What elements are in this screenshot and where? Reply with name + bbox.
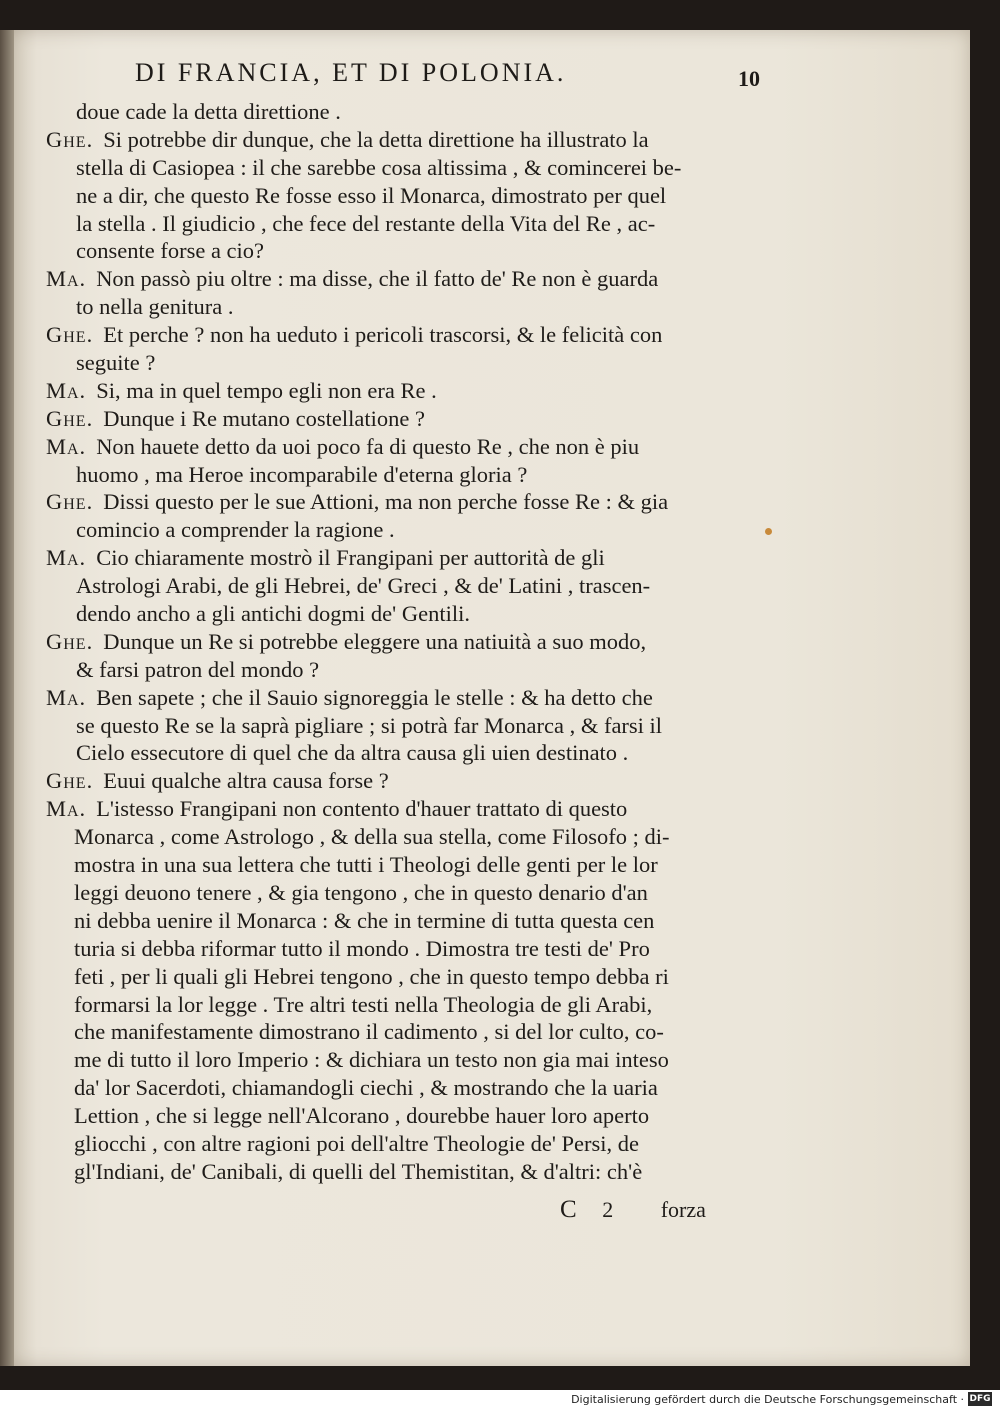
line-text: Dissi questo per le sue Attioni, ma non perche fosse Re : & gia <box>103 489 669 515</box>
text-line <box>46 572 766 600</box>
text-line <box>46 907 766 935</box>
text-line <box>46 154 766 182</box>
text-line <box>46 265 766 293</box>
line-text: da' lor Sacerdoti, chiamandogli ciechi , & mostrando che la uaria <box>74 1075 658 1101</box>
line-text: Si, ma in quel tempo egli non era Re . <box>96 377 437 403</box>
text-line <box>46 98 766 126</box>
text-line <box>46 433 766 461</box>
text-line <box>46 210 766 238</box>
page-number: 10 <box>738 66 760 91</box>
line-text: Astrologi Arabi, de gli Hebrei, de' Greci , & de' Latini , trascen- <box>76 573 651 599</box>
text-line <box>46 963 766 991</box>
speaker-label: Ghe. <box>46 768 94 794</box>
line-text: to nella genitura . <box>76 294 234 320</box>
line-text: turia si debba riformar tutto il mondo . Dimostra tre testi de' Pro <box>74 935 650 961</box>
dfg-logo: DFG <box>969 1394 991 1404</box>
dialogue-text-block <box>46 98 766 1186</box>
line-text: Ben sapete ; che il Sauio signoreggia le stelle : & ha detto che <box>96 684 653 710</box>
line-text: comincio a comprender la ragione . <box>76 517 395 543</box>
line-text: Cielo essecutore di quel che da altra causa gli uien destinato . <box>76 740 629 766</box>
ink-spot-mark <box>765 528 772 535</box>
text-line <box>46 516 766 544</box>
line-text: stella di Casiopea : il che sarebbe cosa altissima , & comincerei be- <box>76 154 682 180</box>
line-text: Dunque un Re si potrebbe eleggere una natiuità a suo modo, <box>103 628 647 654</box>
text-line <box>46 935 766 963</box>
text-line <box>46 488 766 516</box>
line-text: che manifestamente dimostrano il cadimento , si del lor culto, co- <box>74 1019 664 1045</box>
page-gutter-shadow <box>0 30 14 1366</box>
line-text: L'istesso Frangipani non contento d'hauer trattato di questo <box>96 796 628 822</box>
line-text: & farsi patron del mondo ? <box>76 656 320 682</box>
line-text: Dunque i Re mutano costellatione ? <box>103 405 425 431</box>
line-text: leggi deuono tenere , & gia tengono , che in questo denario d'an <box>74 879 648 905</box>
line-text: doue cade la detta direttione . <box>76 99 341 124</box>
text-line <box>46 767 766 795</box>
text-line <box>46 237 766 265</box>
speaker-label: Ma. <box>46 796 87 822</box>
text-line <box>46 1158 766 1186</box>
line-text: gliocchi , con altre ragioni poi dell'altre Theologie de' Persi, de <box>74 1130 640 1156</box>
speaker-label: Ghe. <box>46 489 94 515</box>
text-line <box>46 1102 766 1130</box>
speaker-label: Ma. <box>46 545 87 571</box>
text-line <box>46 293 766 321</box>
speaker-label: Ma. <box>46 266 87 292</box>
line-text: Euui qualche altra causa forse ? <box>103 768 389 794</box>
speaker-label: Ghe. <box>46 405 94 431</box>
text-line <box>46 628 766 656</box>
speaker-label: Ma. <box>46 684 87 710</box>
text-line <box>46 684 766 712</box>
text-line <box>46 321 766 349</box>
text-line <box>46 991 766 1019</box>
line-text: Et perche ? non ha ueduto i pericoli trascorsi, & le felicità con <box>103 322 663 348</box>
speaker-label: Ma. <box>46 433 87 459</box>
speaker-label: Ghe. <box>46 628 94 654</box>
line-text: ni debba uenire il Monarca : & che in termine di tutta questa cen <box>74 907 655 933</box>
text-line <box>46 1018 766 1046</box>
line-text: me di tutto il loro Imperio : & dichiara un testo non gia mai inteso <box>74 1047 669 1073</box>
line-text: la stella . Il giudicio , che fece del restante della Vita del Re , ac- <box>76 210 656 236</box>
line-text: Lettion , che si legge nell'Alcorano , dourebbe hauer loro aperto <box>74 1103 650 1129</box>
line-text: seguite ? <box>76 350 156 376</box>
text-line <box>46 739 766 767</box>
line-text: formarsi la lor legge . Tre altri testi nella Theologia de gli Arabi, <box>74 991 653 1017</box>
catchword-line <box>560 1196 740 1224</box>
text-line <box>46 656 766 684</box>
credit-text: Digitalisierung gefördert durch die Deutsche Forschungsgemeinschaft · <box>571 1393 964 1406</box>
signature-letter: C <box>560 1196 577 1223</box>
line-text: Monarca , come Astrologo , & della sua stella, come Filosofo ; di- <box>74 824 670 850</box>
text-line <box>46 349 766 377</box>
line-text: gl'Indiani, de' Canibali, di quelli del Themistitan, & d'altri: ch'è <box>74 1158 643 1184</box>
line-text: consente forse a cio? <box>76 238 265 264</box>
text-line <box>46 126 766 154</box>
text-line <box>46 795 766 823</box>
speaker-label: Ghe. <box>46 126 94 152</box>
line-text: feti , per li quali gli Hebrei tengono , che in questo tempo debba ri <box>74 963 669 989</box>
text-line <box>46 879 766 907</box>
text-line <box>46 461 766 489</box>
text-line <box>46 712 766 740</box>
text-line <box>46 544 766 572</box>
text-line <box>46 1046 766 1074</box>
line-text: Cio chiaramente mostrò il Frangipani per auttorità de gli <box>96 545 605 571</box>
text-line <box>46 600 766 628</box>
line-text: Non passò piu oltre : ma disse, che il fatto de' Re non è guarda <box>96 266 659 292</box>
signature-number: 2 <box>602 1197 614 1222</box>
text-line <box>46 851 766 879</box>
line-text: dendo ancho a gli antichi dogmi de' Gentili. <box>76 601 470 627</box>
catchword: forza <box>660 1197 706 1222</box>
text-line <box>46 377 766 405</box>
line-text: mostra in una sua lettera che tutti i Theologi delle genti per le lor <box>74 852 658 878</box>
running-head: DI FRANCIA, ET DI POLONIA. <box>135 58 567 87</box>
line-text: Non hauete detto da uoi poco fa di questo Re , che non è piu <box>96 433 640 459</box>
speaker-label: Ma. <box>46 377 87 403</box>
line-text: ne a dir, che questo Re fosse esso il Monarca, dimostrato per quel <box>76 182 667 208</box>
text-line <box>46 823 766 851</box>
text-line <box>46 1074 766 1102</box>
text-line <box>46 182 766 210</box>
line-text: huomo , ma Heroe incomparabile d'eterna gloria ? <box>76 461 528 487</box>
digitization-footer <box>0 1390 1000 1411</box>
text-line <box>46 405 766 433</box>
text-line <box>46 1130 766 1158</box>
line-text: Si potrebbe dir dunque, che la detta direttione ha illustrato la <box>103 126 649 152</box>
speaker-label: Ghe. <box>46 322 94 348</box>
line-text: se questo Re se la saprà pigliare ; si potrà far Monarca , & farsi il <box>76 712 663 738</box>
